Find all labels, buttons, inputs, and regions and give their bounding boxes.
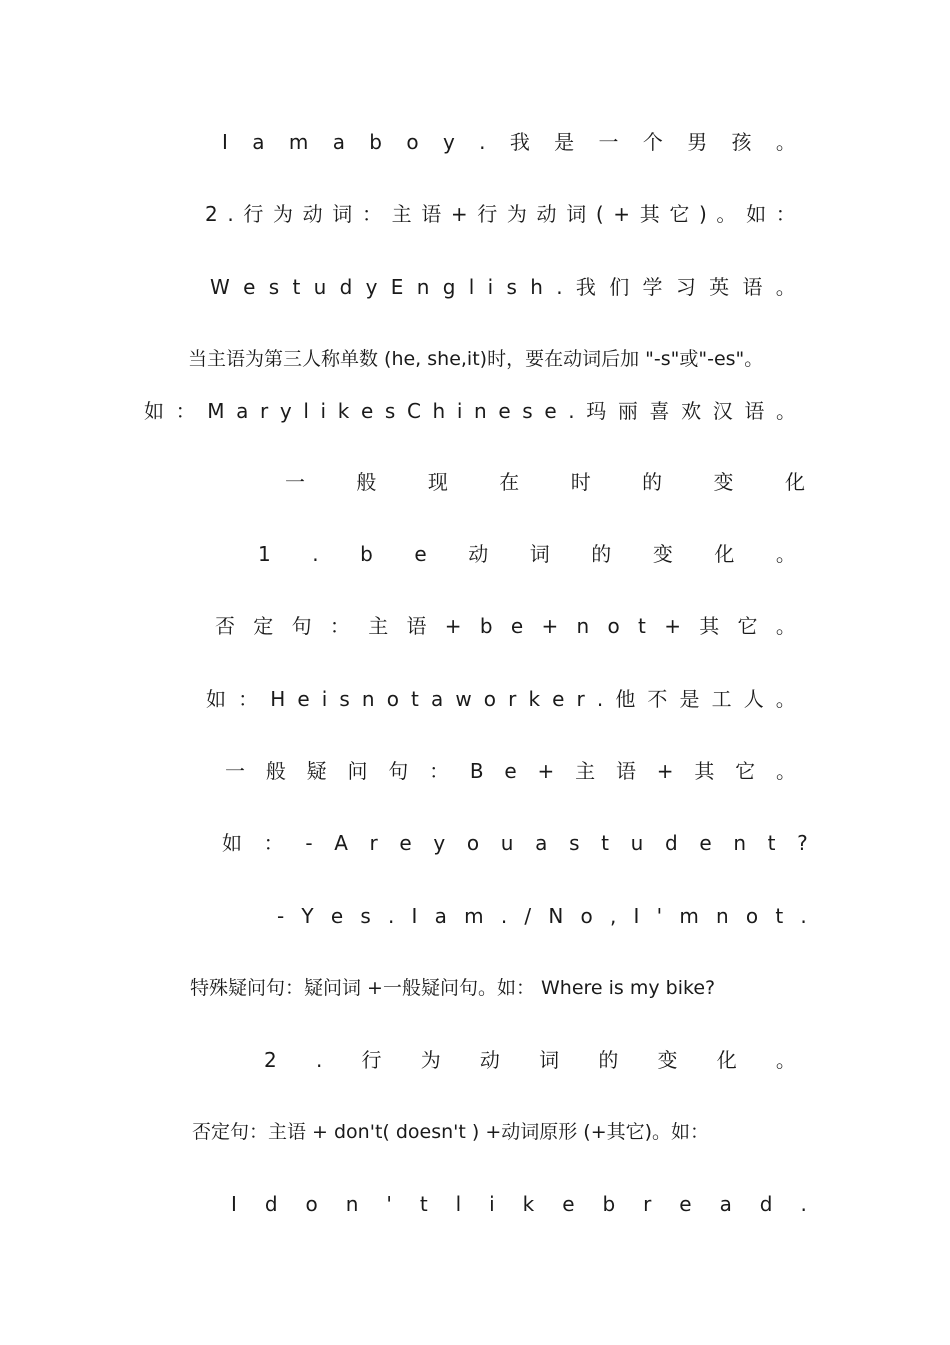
text-line-general-question: 一 般 疑 问 句 ： B e + 主 语 + 其 它 。 [225,759,796,783]
text-line-1: I a m a b o y . 我 是 一 个 男 孩 。 [222,130,796,154]
text-line-4: 当主语为第三人称单数 (he, she,it)时，要在动词后加 "-s"或"-es"。 [188,348,764,370]
text-line-negative-action: 否定句：主语 + don't( doesn't ) +动词原形 (+其它)。如： [192,1121,710,1143]
subheading-be-verb: 1 . b e 动 词 的 变 化 。 [258,542,796,566]
text-line-3: W e s t u d y E n g l i s h . 我 们 学 习 英 语 。 [210,275,796,299]
text-line-special-question: 特殊疑问句：疑问词 +一般疑问句。如： Where is my bike? [190,977,716,999]
text-line-example-student: 如 ： - A r e y o u a s t u d e n t ? [222,831,808,855]
text-line-example-bread: I d o n ' t l i k e b r e a d . [231,1192,807,1216]
text-line-answer: - Y e s . I a m . / N o , I ' m n o t . [277,904,807,928]
text-line-5: 如 ： M a r y l i k e s C h i n e s e . 玛 丽 喜 欢 汉 语 。 [144,399,796,423]
subheading-action-verb: 2 . 行 为 动 词 的 变 化 。 [264,1048,796,1072]
text-line-negative-be: 否 定 句 ： 主 语 + b e + n o t + 其 它 。 [215,614,796,638]
text-line-example-worker: 如 ： H e i s n o t a w o r k e r . 他 不 是 工 人 。 [206,687,796,711]
text-line-2: 2 . 行 为 动 词 ： 主 语 + 行 为 动 词 ( + 其 它 ) 。 如 ： [205,202,796,226]
section-heading-present-tense-changes: 一 般 现 在 时 的 变 化 [285,470,805,494]
